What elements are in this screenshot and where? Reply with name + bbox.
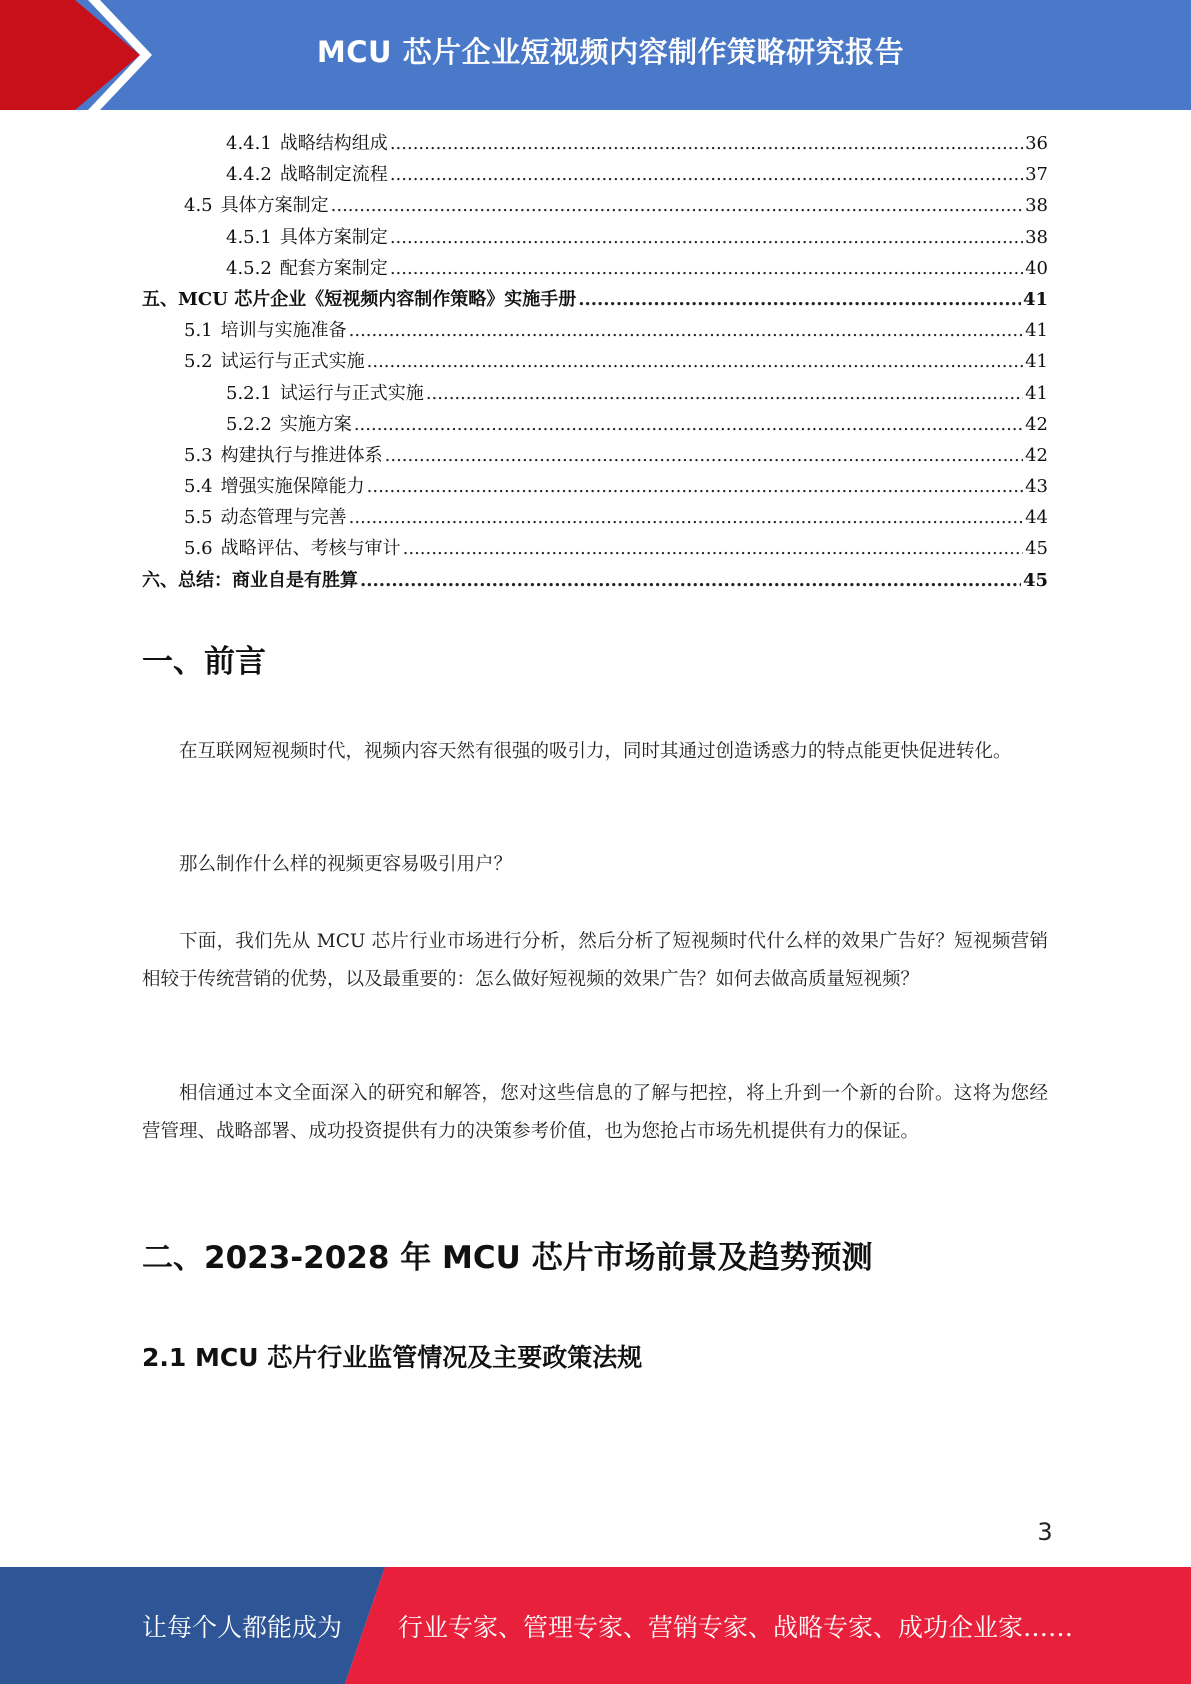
toc-entry-title: 具体方案制定 (220, 195, 329, 217)
page-header (0, 0, 1191, 110)
toc-entry[interactable] (142, 565, 1048, 596)
toc-dot-leader (403, 533, 1023, 564)
toc-entry[interactable] (142, 315, 1048, 346)
toc-entry-title: 战略评估、考核与审计 (220, 538, 401, 560)
toc-entry-page: 37 (1025, 164, 1048, 186)
toc-entry-page: 41 (1025, 320, 1048, 342)
toc-entry-page: 45 (1022, 569, 1048, 591)
toc-dot-leader (426, 378, 1023, 409)
toc-entry[interactable] (142, 190, 1048, 221)
paragraph: 在互联网短视频时代，视频内容天然有很强的吸引力，同时其通过创造诱惑力的特点能更快促进转化。 (179, 741, 1012, 762)
toc-entry[interactable] (142, 284, 1048, 315)
toc-dot-leader (390, 159, 1023, 190)
toc-entry[interactable] (142, 502, 1048, 533)
toc-entry-title: 增强实施保障能力 (220, 476, 365, 498)
toc-entry-number: 5.3 (184, 444, 213, 466)
toc-entry-number: 5.2.2 (226, 413, 272, 435)
footer-slogan-right: 行业专家、管理专家、营销专家、战略专家、成功企业家…… (398, 1612, 1074, 1642)
toc-dot-leader (367, 346, 1023, 377)
toc-entry-page: 42 (1025, 444, 1048, 466)
toc-entry-title: 培训与实施准备 (220, 320, 347, 342)
toc-dot-leader (390, 253, 1023, 284)
toc-entry[interactable] (142, 128, 1048, 159)
toc-entry-number: 4.4.1 (226, 133, 272, 154)
toc-entry-title: 构建执行与推进体系 (220, 444, 383, 466)
toc-entry-page: 41 (1022, 288, 1048, 310)
header-arrow-graphic (0, 0, 160, 110)
toc-entry-page: 41 (1025, 351, 1048, 373)
toc-dot-leader (349, 502, 1023, 533)
toc-dot-leader (390, 222, 1023, 253)
paragraph: 那么制作什么样的视频更容易吸引用户？ (179, 854, 513, 875)
toc-entry[interactable] (142, 409, 1048, 440)
toc-entry-title: 五、MCU 芯片企业《短视频内容制作策略》实施手册 (142, 288, 577, 310)
toc-entry-number: 4.4.2 (226, 164, 272, 186)
paragraph: 下面，我们先从 MCU 芯片行业市场进行分析，然后分析了短视频时代什么样的效果广告好？短视频营销相较于传统营销的优势，以及最重要的：怎么做好短视频的效果广告？如何去做高质量短视频？ (142, 931, 1048, 990)
toc-entry-page: 43 (1025, 476, 1048, 498)
toc-dot-leader (331, 190, 1023, 221)
toc-entry-page: 40 (1025, 257, 1048, 279)
toc-dot-leader (349, 315, 1023, 346)
toc-entry[interactable] (142, 471, 1048, 502)
toc-entry-page: 38 (1025, 195, 1048, 217)
toc-entry-page: 44 (1025, 507, 1048, 529)
toc-entry-number: 5.5 (184, 507, 213, 529)
toc-entry-page: 41 (1025, 382, 1048, 404)
toc-entry-title: 六、总结：商业自是有胜算 (142, 569, 358, 591)
toc-dot-leader (354, 409, 1023, 440)
toc-entry-number: 5.4 (184, 476, 213, 498)
toc-entry-number: 5.2 (184, 351, 213, 373)
toc-entry-title: 战略结构组成 (279, 133, 388, 154)
toc-entry-page: 38 (1025, 226, 1048, 248)
toc-dot-leader (367, 471, 1023, 502)
toc-dot-leader (578, 284, 1021, 315)
footer-slogan-left: 让每个人都能成为 (142, 1612, 343, 1642)
header-title: MCU 芯片企业短视频内容制作策略研究报告 (316, 34, 905, 69)
toc-dot-leader (360, 565, 1021, 596)
table-of-contents (142, 128, 1048, 596)
toc-entry-number: 5.2.1 (226, 382, 272, 404)
toc-entry[interactable] (142, 253, 1048, 284)
toc-entry[interactable] (142, 222, 1048, 253)
toc-entry-title: 动态管理与完善 (220, 507, 347, 529)
toc-entry[interactable] (142, 346, 1048, 377)
toc-entry-number: 5.6 (184, 538, 213, 560)
subsection-heading-regulation: 2.1 MCU 芯片行业监管情况及主要政策法规 (142, 1343, 643, 1372)
toc-entry-title: 试运行与正式实施 (279, 382, 424, 404)
toc-entry[interactable] (142, 378, 1048, 409)
toc-entry-title: 试运行与正式实施 (220, 351, 365, 373)
toc-entry-number: 5.1 (184, 320, 213, 342)
toc-entry-page: 36 (1025, 133, 1048, 154)
toc-entry[interactable] (142, 533, 1048, 564)
paragraph: 相信通过本文全面深入的研究和解答，您对这些信息的了解与把控，将上升到一个新的台阶。这将为您经营管理、战略部署、成功投资提供有力的决策参考价值，也为您抢占市场先机提供有力的保证。 (142, 1083, 1048, 1142)
page-footer (0, 1567, 1191, 1684)
section-heading-preface: 一、前言 (142, 644, 266, 680)
toc-entry-number: 4.5.1 (226, 226, 272, 248)
toc-dot-leader (390, 128, 1023, 159)
toc-entry-number: 4.5.2 (226, 257, 272, 279)
toc-entry[interactable] (142, 159, 1048, 190)
toc-entry-title: 配套方案制定 (279, 257, 388, 279)
toc-entry-page: 45 (1025, 538, 1048, 560)
toc-entry-page: 42 (1025, 413, 1048, 435)
toc-entry[interactable] (142, 440, 1048, 471)
toc-entry-title: 战略制定流程 (279, 164, 388, 186)
toc-entry-title: 具体方案制定 (279, 226, 388, 248)
section-heading-market-outlook: 二、2023-2028 年 MCU 芯片市场前景及趋势预测 (142, 1240, 873, 1276)
toc-entry-number: 4.5 (184, 195, 213, 217)
toc-dot-leader (385, 440, 1023, 471)
toc-entry-title: 实施方案 (279, 413, 352, 435)
page-number: 3 (1037, 1518, 1053, 1546)
